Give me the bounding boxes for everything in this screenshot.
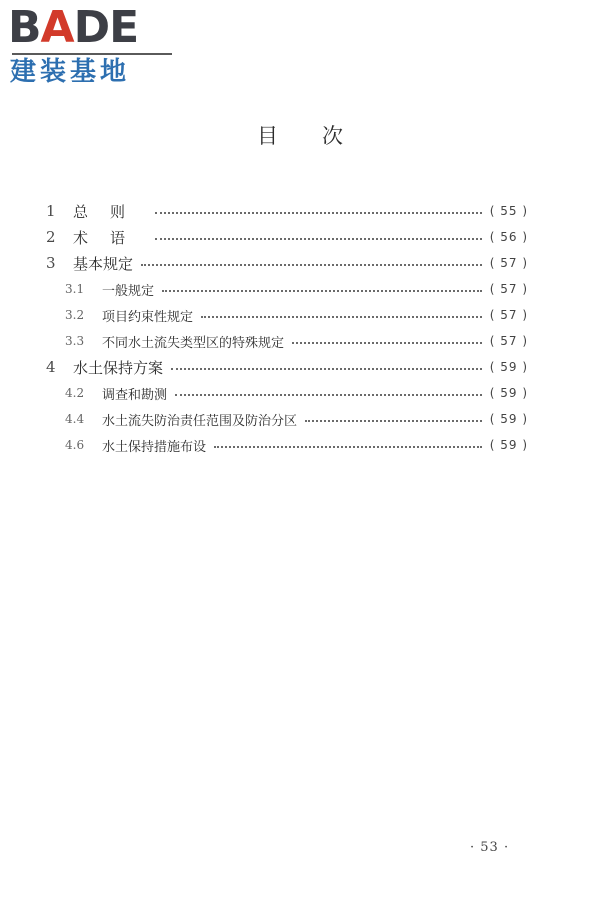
toc-entry-page: ( 59 ) bbox=[489, 386, 528, 400]
logo-subtitle: 建装基地 bbox=[10, 57, 131, 87]
toc-entry-title: 术语 bbox=[73, 228, 148, 247]
toc-entry-title: 基本规定 bbox=[73, 254, 134, 273]
toc-leader-dots bbox=[155, 238, 482, 240]
toc-entry-title: 调查和勘测 bbox=[102, 387, 168, 403]
toc-entry-number: 3.1 bbox=[65, 282, 85, 296]
toc-entry bbox=[65, 432, 528, 458]
toc-entry-title: 水土保持措施布设 bbox=[102, 439, 207, 455]
toc-entry-page: ( 56 ) bbox=[489, 230, 528, 244]
toc-entry-page: ( 59 ) bbox=[489, 412, 528, 426]
logo-wordmark bbox=[8, 4, 178, 52]
toc-entry-page: ( 57 ) bbox=[489, 334, 528, 348]
toc-entry-page: ( 57 ) bbox=[489, 308, 528, 322]
toc-leader-dots bbox=[175, 394, 482, 396]
toc-entry-title: 水土流失防治责任范围及防治分区 bbox=[102, 413, 298, 429]
toc-entry bbox=[46, 224, 528, 250]
toc-entry-page: ( 59 ) bbox=[489, 438, 528, 452]
toc-entry bbox=[46, 198, 528, 224]
toc-leader-dots bbox=[214, 446, 482, 448]
toc-entry bbox=[65, 380, 528, 406]
toc-entry-number: 3 bbox=[46, 254, 56, 272]
brand-logo bbox=[8, 4, 178, 87]
toc-entry-title: 项目约束性规定 bbox=[102, 309, 194, 325]
toc-leader-dots bbox=[162, 290, 482, 292]
toc-entry bbox=[46, 250, 528, 276]
toc-leader-dots bbox=[201, 316, 482, 318]
toc-entry-number: 4.6 bbox=[65, 438, 85, 452]
toc-entry bbox=[65, 406, 528, 432]
toc-entry-number: 3.2 bbox=[65, 308, 85, 322]
toc-entry bbox=[46, 354, 528, 380]
toc-entry bbox=[65, 302, 528, 328]
toc-entry-number: 3.3 bbox=[65, 334, 85, 348]
toc-entry-page: ( 57 ) bbox=[489, 282, 528, 296]
toc-entry bbox=[65, 276, 528, 302]
page-title: 目次 bbox=[257, 124, 387, 148]
toc-leader-dots bbox=[292, 342, 482, 344]
toc-entry-title: 一般规定 bbox=[102, 283, 155, 299]
toc-entry-number: 2 bbox=[46, 228, 56, 246]
toc-entry-title: 不同水土流失类型区的特殊规定 bbox=[102, 335, 285, 351]
logo-divider bbox=[12, 53, 172, 55]
toc-leader-dots bbox=[155, 212, 482, 214]
logo-letter-a: A bbox=[40, 2, 74, 53]
toc-entry-number: 4.2 bbox=[65, 386, 85, 400]
toc-entry-number: 4 bbox=[46, 358, 56, 376]
toc-entry-page: ( 59 ) bbox=[489, 360, 528, 374]
toc-entry-page: ( 55 ) bbox=[489, 204, 528, 218]
toc-entry-title: 总则 bbox=[73, 202, 148, 221]
toc-leader-dots bbox=[305, 420, 482, 422]
toc-entry-title: 水土保持方案 bbox=[73, 358, 164, 377]
logo-letter-b: B bbox=[8, 2, 41, 53]
toc-entry-number: 1 bbox=[46, 202, 56, 220]
toc-entry-page: ( 57 ) bbox=[489, 256, 528, 270]
toc-entry-number: 4.4 bbox=[65, 412, 85, 426]
toc-leader-dots bbox=[171, 368, 482, 370]
toc-entry bbox=[65, 328, 528, 354]
logo-letters-de: DE bbox=[73, 2, 139, 53]
toc-leader-dots bbox=[141, 264, 482, 266]
page-number: · 53 · bbox=[470, 840, 510, 855]
